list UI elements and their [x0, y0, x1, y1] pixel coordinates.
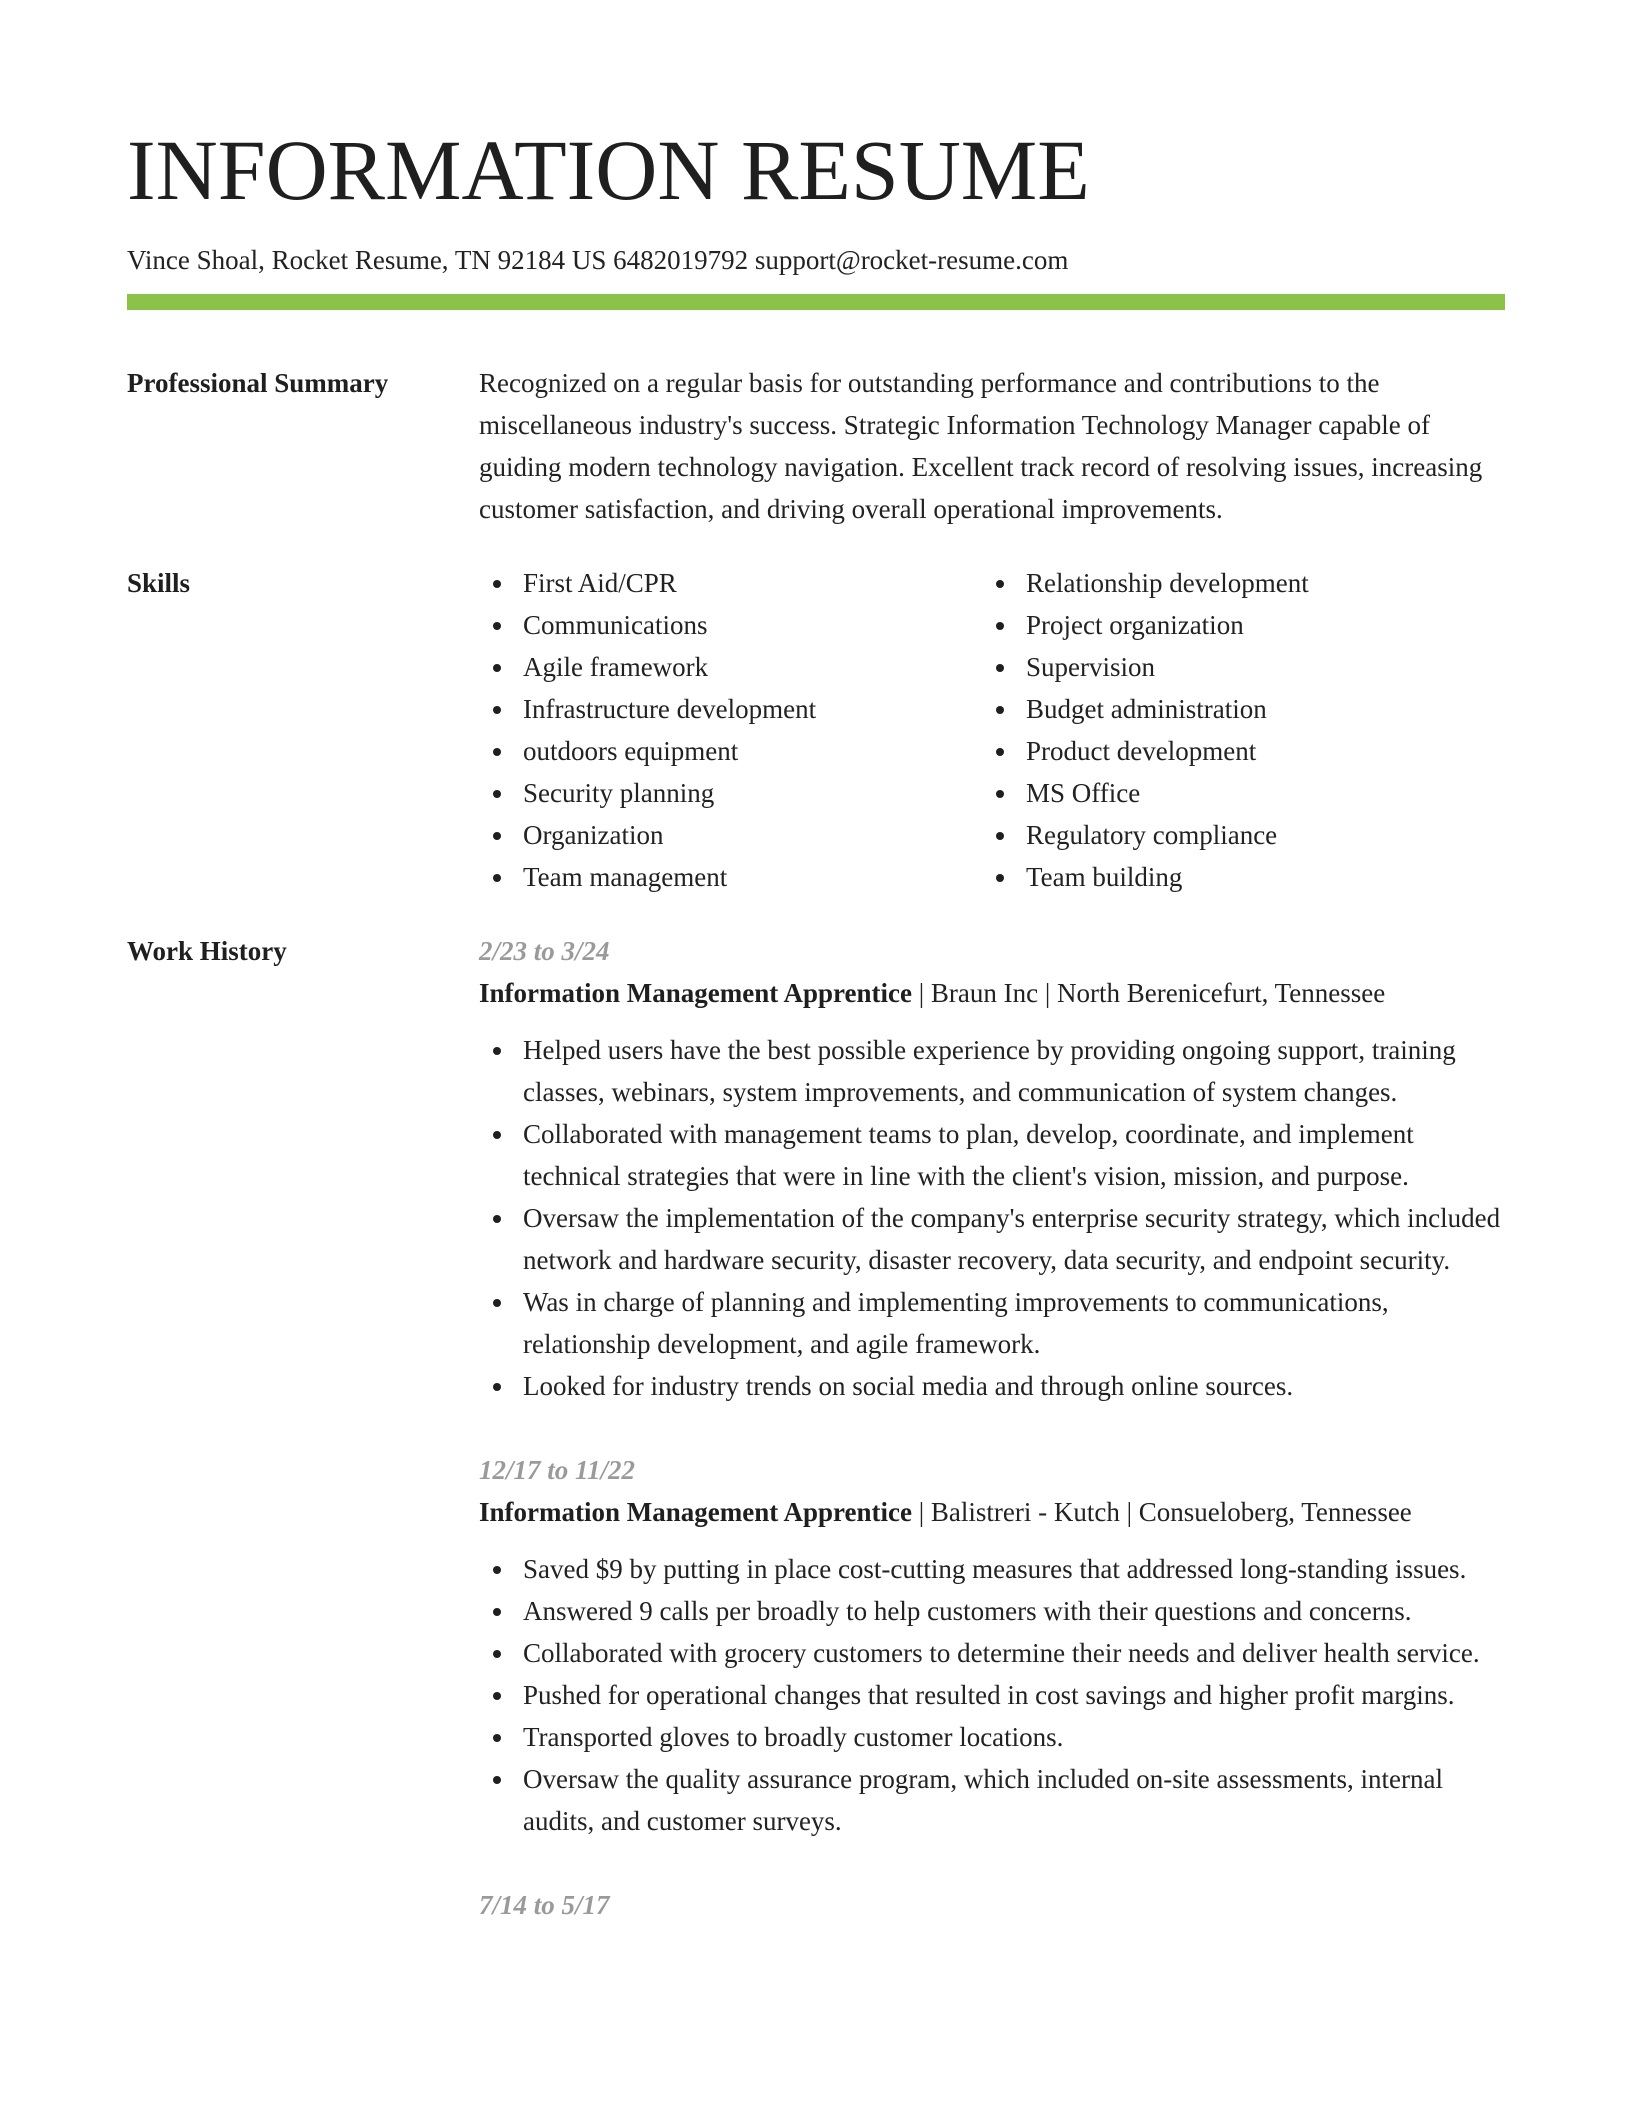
skill-item: Project organization — [982, 604, 1485, 646]
job-entry — [479, 930, 1505, 1407]
skills-columns — [479, 562, 1505, 898]
summary-text: Recognized on a regular basis for outstanding performance and contributions to the miscellaneous industry's success. Strategic Information Technology Manager capable of guiding modern technology navigation. Excellent track record of resolving issues, increasing customer satisfaction, and driving overall operational improvements. — [479, 368, 1483, 524]
skill-item: Agile framework — [479, 646, 982, 688]
job-bullet: Looked for industry trends on social media and through online sources. — [479, 1365, 1505, 1407]
job-bullet: Collaborated with management teams to plan, develop, coordinate, and implement technical strategies that were in line with the client's vision, mission, and purpose. — [479, 1113, 1505, 1197]
job-entry — [479, 1884, 1505, 1926]
skill-item: First Aid/CPR — [479, 562, 982, 604]
work-history-body — [479, 930, 1505, 1926]
job-bullet: Saved $9 by putting in place cost-cutting measures that addressed long-standing issues. — [479, 1548, 1505, 1590]
job-bullet: Helped users have the best possible experience by providing ongoing support, training classes, webinars, system improvements, and communication of system changes. — [479, 1029, 1505, 1113]
job-dates: 7/14 to 5/17 — [479, 1890, 610, 1920]
skill-item: Regulatory compliance — [982, 814, 1485, 856]
job-bullet: Pushed for operational changes that resulted in cost savings and higher profit margins. — [479, 1674, 1505, 1716]
summary-label: Professional Summary — [127, 368, 389, 398]
skills-list-right — [982, 562, 1485, 898]
skill-item: outdoors equipment — [479, 730, 982, 772]
skill-item: Relationship development — [982, 562, 1485, 604]
job-bullets — [479, 1548, 1505, 1842]
resume-name: INFORMATION RESUME — [127, 122, 1090, 218]
job-bullet: Transported gloves to broadly customer locations. — [479, 1716, 1505, 1758]
job-bullet: Collaborated with grocery customers to determine their needs and deliver health service. — [479, 1632, 1505, 1674]
job-entry — [479, 1449, 1505, 1842]
skill-item: Budget administration — [982, 688, 1485, 730]
contact-line: Vince Shoal, Rocket Resume, TN 92184 US 6482019792 support@rocket-resume.com — [127, 245, 1069, 275]
skills-list-left — [479, 562, 982, 898]
job-bullet: Oversaw the quality assurance program, which included on-site assessments, internal audits, and customer surveys. — [479, 1758, 1505, 1842]
job-dates: 2/23 to 3/24 — [479, 936, 610, 966]
job-heading: Information Management Apprentice | Braun Inc | North Berenicefurt, Tennessee — [479, 978, 1386, 1008]
skill-item: Team management — [479, 856, 982, 898]
skill-item: Infrastructure development — [479, 688, 982, 730]
skills-section — [127, 562, 1505, 898]
job-bullet: Oversaw the implementation of the company's enterprise security strategy, which included network and hardware security, disaster recovery, data security, and endpoint security. — [479, 1197, 1505, 1281]
work-history-label: Work History — [127, 936, 287, 966]
header-accent-rule — [127, 294, 1505, 310]
summary-section — [127, 362, 1505, 530]
job-title: Information Management Apprentice — [479, 1497, 912, 1527]
skill-item: Supervision — [982, 646, 1485, 688]
skill-item: Security planning — [479, 772, 982, 814]
job-bullet: Answered 9 calls per broadly to help customers with their questions and concerns. — [479, 1590, 1505, 1632]
work-history-section — [127, 930, 1505, 1926]
job-employer: Balistreri - Kutch — [930, 1497, 1120, 1527]
skill-item: Organization — [479, 814, 982, 856]
job-employer: Braun Inc — [930, 978, 1039, 1008]
job-bullets — [479, 1029, 1505, 1407]
skill-item: Team building — [982, 856, 1485, 898]
job-location: Consueloberg, Tennessee — [1138, 1497, 1412, 1527]
skill-item: MS Office — [982, 772, 1485, 814]
skill-item: Product development — [982, 730, 1485, 772]
job-bullet: Was in charge of planning and implementing improvements to communications, relationship development, and agile framework. — [479, 1281, 1505, 1365]
skill-item: Communications — [479, 604, 982, 646]
job-title: Information Management Apprentice — [479, 978, 912, 1008]
skills-label: Skills — [127, 568, 191, 598]
job-location: North Berenicefurt, Tennessee — [1057, 978, 1386, 1008]
job-dates: 12/17 to 11/22 — [479, 1455, 636, 1485]
job-heading: Information Management Apprentice | Balistreri - Kutch | Consueloberg, Tennessee — [479, 1497, 1412, 1527]
